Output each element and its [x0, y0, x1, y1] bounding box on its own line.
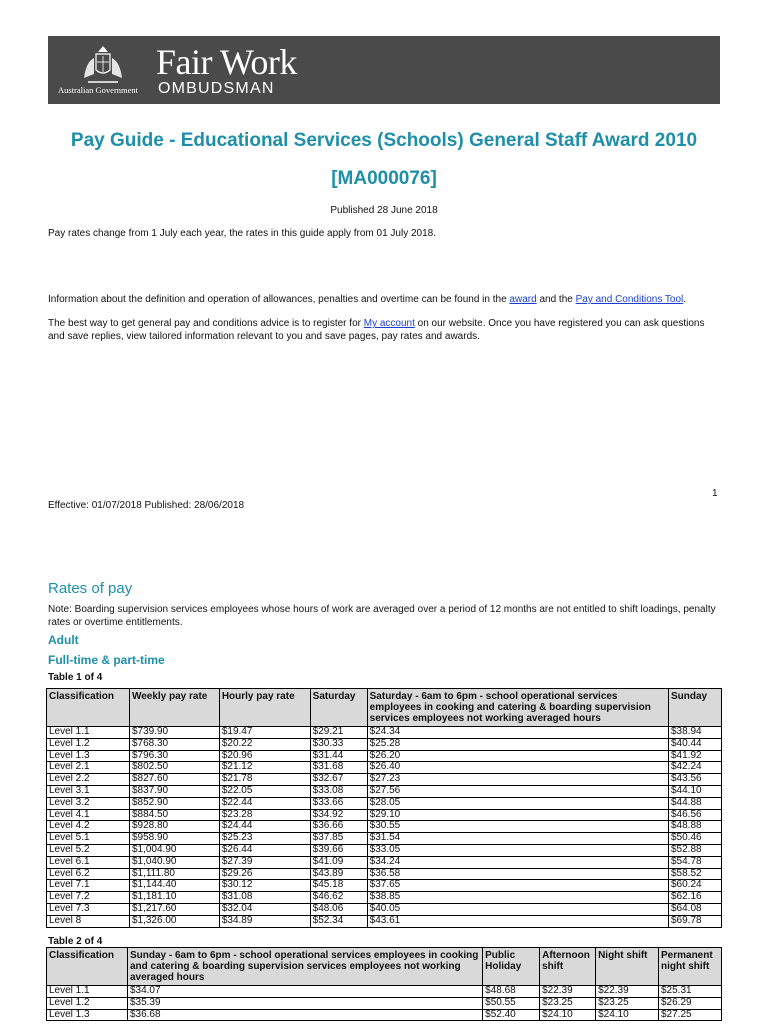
table2-caption: Table 2 of 4: [48, 936, 103, 947]
table-row: [47, 856, 722, 868]
fulltime-heading: Full-time & part-time: [48, 653, 165, 667]
table-row: [47, 986, 722, 998]
table-cell: $26.29: [659, 997, 722, 1009]
rates-heading: Rates of pay: [48, 580, 133, 597]
table-cell: $26.20: [367, 750, 668, 762]
table-cell: $52.88: [668, 844, 721, 856]
table-cell: $30.55: [367, 821, 668, 833]
table-cell: $32.04: [219, 903, 310, 915]
table-cell: Level 1.2: [47, 738, 130, 750]
table-cell: $768.30: [129, 738, 219, 750]
table-cell: Level 5.2: [47, 844, 130, 856]
table-cell: $33.08: [310, 785, 367, 797]
table-cell: $31.68: [310, 762, 367, 774]
table-cell: $45.18: [310, 880, 367, 892]
table-cell: $41.92: [668, 750, 721, 762]
intro-paragraph: Pay rates change from 1 July each year, the rates in this guide apply from 01 July 2018.: [48, 228, 436, 239]
table-cell: $52.40: [483, 1009, 540, 1021]
table-cell: $28.05: [367, 797, 668, 809]
coat-of-arms-icon: [78, 44, 128, 88]
table-cell: $23.25: [596, 997, 659, 1009]
table-cell: $22.05: [219, 785, 310, 797]
table-row: [47, 797, 722, 809]
table-cell: $41.09: [310, 856, 367, 868]
table-cell: $38.85: [367, 892, 668, 904]
table-cell: Level 7.3: [47, 903, 130, 915]
table-cell: $25.23: [219, 833, 310, 845]
table-cell: $46.56: [668, 809, 721, 821]
table-cell: $24.10: [596, 1009, 659, 1021]
column-header: Saturday: [310, 689, 367, 727]
info-text: Information about the definition and operation of allowances, penalties and overtime can be found in the: [48, 294, 510, 305]
my-account-link[interactable]: My account: [363, 318, 415, 329]
table-cell: $31.44: [310, 750, 367, 762]
table-cell: $36.68: [127, 1009, 482, 1021]
table-cell: $1,040.90: [129, 856, 219, 868]
table-cell: $739.90: [129, 727, 219, 739]
table-cell: $25.31: [659, 986, 722, 998]
table-cell: $884.50: [129, 809, 219, 821]
table-cell: $1,144.40: [129, 880, 219, 892]
table-cell: Level 1.2: [47, 997, 128, 1009]
table-row: [47, 892, 722, 904]
table-cell: $22.44: [219, 797, 310, 809]
table-row: [47, 762, 722, 774]
table-cell: $1,326.00: [129, 915, 219, 927]
table-cell: Level 6.2: [47, 868, 130, 880]
table-cell: $1,217.60: [129, 903, 219, 915]
pay-rates-table-2: [46, 947, 722, 1021]
table-row: [47, 750, 722, 762]
table-cell: $50.46: [668, 833, 721, 845]
table-cell: $24.34: [367, 727, 668, 739]
column-header: Public Holiday: [483, 948, 540, 986]
table-cell: $27.56: [367, 785, 668, 797]
table-cell: $34.89: [219, 915, 310, 927]
adult-heading: Adult: [48, 633, 79, 647]
table-cell: $54.78: [668, 856, 721, 868]
table-cell: $27.23: [367, 774, 668, 786]
table-cell: $24.44: [219, 821, 310, 833]
table-cell: $22.39: [596, 986, 659, 998]
table-cell: $27.25: [659, 1009, 722, 1021]
table-cell: $40.44: [668, 738, 721, 750]
table-cell: $23.28: [219, 809, 310, 821]
table-cell: $38.94: [668, 727, 721, 739]
table-row: [47, 997, 722, 1009]
table-cell: $29.21: [310, 727, 367, 739]
table-cell: $802.50: [129, 762, 219, 774]
column-header: Sunday - 6am to 6pm - school operational services employees in cooking and catering & boarding supervision services employees not working averaged hours: [127, 948, 482, 986]
column-header: Classification: [47, 948, 128, 986]
table-cell: $58.52: [668, 868, 721, 880]
table-row: [47, 809, 722, 821]
column-header: Permanent night shift: [659, 948, 722, 986]
table-cell: Level 6.1: [47, 856, 130, 868]
table-cell: $44.88: [668, 797, 721, 809]
government-label: Australian Government: [58, 85, 139, 95]
info-text: and the: [536, 294, 576, 305]
effective-date: Effective: 01/07/2018 Published: 28/06/2018: [48, 500, 245, 511]
table-cell: $30.33: [310, 738, 367, 750]
table-cell: Level 1.3: [47, 1009, 128, 1021]
table-cell: $48.68: [483, 986, 540, 998]
table-cell: $36.58: [367, 868, 668, 880]
table-cell: $25.28: [367, 738, 668, 750]
table-cell: $60.24: [668, 880, 721, 892]
note-paragraph: Note: Boarding supervision services employees whose hours of work are averaged over a period of 12 months are not entitled to shift loadings, penalty rates or overtime entitlements.: [48, 604, 716, 628]
table-cell: $31.54: [367, 833, 668, 845]
table-cell: $31.08: [219, 892, 310, 904]
pay-rates-table-1: [46, 688, 722, 928]
table-cell: $62.16: [668, 892, 721, 904]
table-cell: $37.65: [367, 880, 668, 892]
table-cell: $23.25: [540, 997, 596, 1009]
table1-caption: Table 1 of 4: [48, 672, 103, 683]
column-header: Sunday: [668, 689, 721, 727]
table-cell: $958.90: [129, 833, 219, 845]
table-row: [47, 1009, 722, 1021]
table-cell: Level 7.1: [47, 880, 130, 892]
table-row: [47, 833, 722, 845]
table-cell: Level 4.2: [47, 821, 130, 833]
table-cell: $48.88: [668, 821, 721, 833]
table-cell: $1,004.90: [129, 844, 219, 856]
advice-text: on our website. Once you have registered you can ask questions and save replies, view tailored information relevant to you and save pages, pay rates and awards.: [48, 318, 705, 342]
table-cell: $20.22: [219, 738, 310, 750]
table-cell: Level 1.3: [47, 750, 130, 762]
table-cell: Level 1.1: [47, 727, 130, 739]
column-header: Saturday - 6am to 6pm - school operational services employees in cooking and catering & boarding supervision services employees not working averaged hours: [367, 689, 668, 727]
table-cell: $22.39: [540, 986, 596, 998]
table-cell: $29.10: [367, 809, 668, 821]
table-cell: Level 4.1: [47, 809, 130, 821]
table-cell: Level 3.1: [47, 785, 130, 797]
table-cell: $20.96: [219, 750, 310, 762]
published-date: Published 28 June 2018: [330, 205, 438, 216]
table-row: [47, 727, 722, 739]
table-header-row: [47, 689, 722, 727]
page-title: Pay Guide - Educational Services (Schools) General Staff Award 2010: [70, 130, 698, 151]
brand-subtitle: OMBUDSMAN: [158, 80, 275, 97]
table-cell: $40.05: [367, 903, 668, 915]
advice-text: The best way to get general pay and conditions advice is to register for: [48, 318, 364, 329]
table-row: [47, 868, 722, 880]
table-cell: $36.66: [310, 821, 367, 833]
column-header: Afternoon shift: [540, 948, 596, 986]
table-row: [47, 844, 722, 856]
table-cell: $43.89: [310, 868, 367, 880]
table-cell: Level 2.1: [47, 762, 130, 774]
table-cell: $50.55: [483, 997, 540, 1009]
table-cell: Level 2.2: [47, 774, 130, 786]
table-cell: Level 1.1: [47, 986, 128, 998]
table-cell: $852.90: [129, 797, 219, 809]
pay-conditions-tool-link[interactable]: Pay and Conditions Tool: [575, 294, 684, 305]
table-cell: $928.80: [129, 821, 219, 833]
table-cell: Level 7.2: [47, 892, 130, 904]
table-cell: $43.61: [367, 915, 668, 927]
table-cell: $30.12: [219, 880, 310, 892]
info-paragraph: [48, 293, 720, 306]
table-cell: $42.24: [668, 762, 721, 774]
table-cell: $34.92: [310, 809, 367, 821]
column-header: Hourly pay rate: [219, 689, 310, 727]
table-cell: $39.66: [310, 844, 367, 856]
table-row: [47, 821, 722, 833]
table-cell: $21.12: [219, 762, 310, 774]
table-cell: $26.40: [367, 762, 668, 774]
table-row: [47, 915, 722, 927]
page-number: 1: [712, 488, 718, 499]
table-cell: $69.78: [668, 915, 721, 927]
table-cell: $43.56: [668, 774, 721, 786]
column-header: Night shift: [596, 948, 659, 986]
table-cell: $44.10: [668, 785, 721, 797]
column-header: Classification: [47, 689, 130, 727]
table-cell: $29.26: [219, 868, 310, 880]
table-cell: $33.66: [310, 797, 367, 809]
table-cell: $35.39: [127, 997, 482, 1009]
table-row: [47, 880, 722, 892]
table-cell: $37.85: [310, 833, 367, 845]
table-row: [47, 738, 722, 750]
column-header: Weekly pay rate: [129, 689, 219, 727]
table-header-row: [47, 948, 722, 986]
table-row: [47, 774, 722, 786]
table-cell: $1,181.10: [129, 892, 219, 904]
table-cell: $837.90: [129, 785, 219, 797]
table-cell: $1,111.80: [129, 868, 219, 880]
table-row: [47, 903, 722, 915]
brand-name: Fair Work: [156, 42, 297, 82]
table-cell: $34.24: [367, 856, 668, 868]
table-cell: $827.60: [129, 774, 219, 786]
table-cell: Level 3.2: [47, 797, 130, 809]
table-cell: $34.07: [127, 986, 482, 998]
table-row: [47, 785, 722, 797]
award-code: [MA000076]: [331, 168, 437, 189]
table-cell: $26.44: [219, 844, 310, 856]
table-cell: $32.67: [310, 774, 367, 786]
header-banner: [48, 36, 720, 104]
table-cell: $19.47: [219, 727, 310, 739]
info-text: .: [683, 294, 687, 305]
table-cell: $52.34: [310, 915, 367, 927]
table-cell: $27.39: [219, 856, 310, 868]
table-cell: $24.10: [540, 1009, 596, 1021]
table-cell: $64.08: [668, 903, 721, 915]
table-cell: Level 8: [47, 915, 130, 927]
table-cell: $46.62: [310, 892, 367, 904]
table-cell: $33.05: [367, 844, 668, 856]
table-cell: Level 5.1: [47, 833, 130, 845]
table-cell: $21.78: [219, 774, 310, 786]
table-cell: $48.06: [310, 903, 367, 915]
advice-paragraph: [48, 317, 720, 343]
award-link[interactable]: award: [509, 294, 537, 305]
table-cell: $796.30: [129, 750, 219, 762]
